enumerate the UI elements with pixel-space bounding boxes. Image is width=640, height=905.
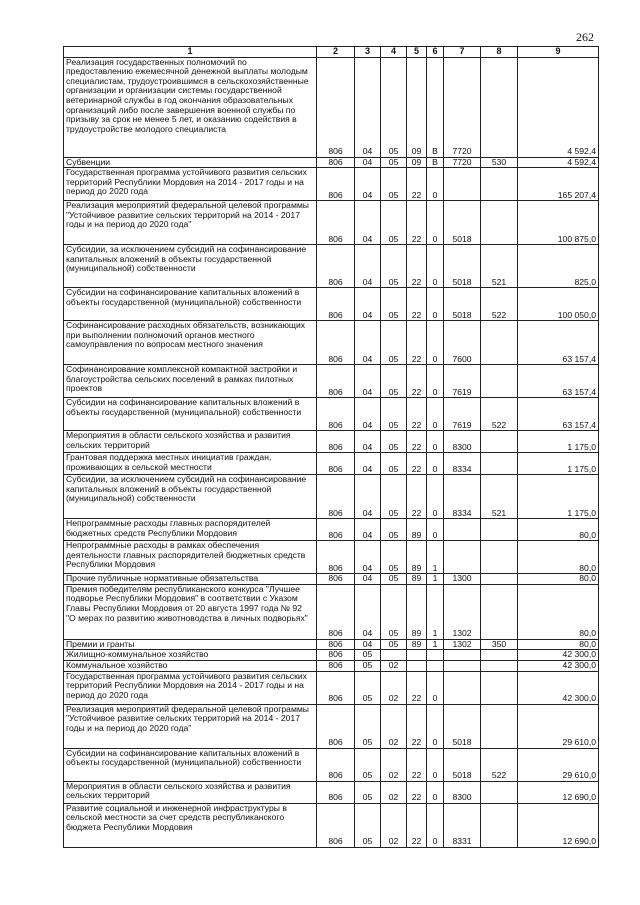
col-6-cell — [427, 650, 444, 661]
col-5-cell: 22 — [407, 365, 427, 398]
col-2-cell: 806 — [317, 541, 355, 574]
col-6-cell: 1 — [427, 541, 444, 574]
amount-cell: 80,0 — [518, 584, 599, 639]
col-4-cell: 05 — [381, 574, 407, 585]
table-row — [64, 584, 599, 639]
col-3-cell: 05 — [355, 650, 381, 661]
col-3-cell: 04 — [355, 584, 381, 639]
table-row — [64, 157, 599, 168]
table-row — [64, 288, 599, 321]
row-name-cell: Коммунальное хозяйство — [64, 660, 317, 671]
budget-table — [63, 46, 599, 848]
col-7-cell: 8334 — [444, 475, 481, 519]
col-3-cell: 04 — [355, 431, 381, 453]
col-5-cell: 22 — [407, 398, 427, 431]
row-name-cell: Субсидии, за исключением субсидий на софинансирование капитальных вложений в объекты государственной (муниципальной) собственности — [64, 475, 317, 519]
row-name-cell: Мероприятия в области сельского хозяйства и развития сельских территорий — [64, 431, 317, 453]
col-2-cell: 806 — [317, 453, 355, 475]
col-5-cell: 22 — [407, 781, 427, 803]
col-2-cell: 806 — [317, 475, 355, 519]
col-4-cell: 05 — [381, 541, 407, 574]
col-2-cell: 806 — [317, 245, 355, 288]
row-name-cell: Реализация мероприятий федеральной целевой программы "Устойчивое развитие сельских территорий на 2014 - 2017 годы и на период до 2020 года" — [64, 704, 317, 748]
col-7-cell: 8300 — [444, 781, 481, 803]
table-row — [64, 168, 599, 201]
col-4-cell: 05 — [381, 639, 407, 650]
col-5-cell: 22 — [407, 803, 427, 847]
col-4-cell: 05 — [381, 365, 407, 398]
row-name-cell: Субсидии на софинансирование капитальных вложений в объекты государственной (муниципальной) собственности — [64, 748, 317, 781]
col-8-cell — [481, 519, 518, 541]
col-8-cell: 530 — [481, 157, 518, 168]
row-name-cell: Субсидии, за исключением субсидий на софинансирование капитальных вложений в объекты государственной (муниципальной) собственности — [64, 245, 317, 288]
table-row — [64, 245, 599, 288]
col-6-cell: В — [427, 157, 444, 168]
col-3-cell: 04 — [355, 519, 381, 541]
col-2-cell: 806 — [317, 321, 355, 365]
col-7-cell: 5018 — [444, 704, 481, 748]
row-name-cell: Премия победителям республиканского конкурса "Лучшее подворье Республики Мордовия" в соответствии с Указом Главы Республики Мордовия от 20 августа 1997 года № 92 "О мерах по развитию животноводства в личных подворьях" — [64, 584, 317, 639]
col-6-cell: 1 — [427, 574, 444, 585]
col-3-cell: 04 — [355, 288, 381, 321]
col-6-cell: 0 — [427, 321, 444, 365]
col-6-cell: 0 — [427, 781, 444, 803]
col-7-cell — [444, 650, 481, 661]
col-8-cell — [481, 431, 518, 453]
amount-cell: 12 690,0 — [518, 803, 599, 847]
col-8-cell — [481, 168, 518, 201]
col-3-cell: 04 — [355, 398, 381, 431]
col-3-cell: 04 — [355, 157, 381, 168]
col-4-cell: 05 — [381, 288, 407, 321]
col-3-cell: 04 — [355, 321, 381, 365]
col-6-cell: 0 — [427, 201, 444, 245]
col-7-cell: 1300 — [444, 574, 481, 585]
col-6-cell: 0 — [427, 453, 444, 475]
amount-cell: 80,0 — [518, 541, 599, 574]
amount-cell: 80,0 — [518, 574, 599, 585]
table-row — [64, 57, 599, 157]
col-6-cell: 0 — [427, 398, 444, 431]
amount-cell: 42 300,0 — [518, 650, 599, 661]
col-5-cell: 22 — [407, 168, 427, 201]
col-6-cell: 0 — [427, 704, 444, 748]
col-6-cell — [427, 660, 444, 671]
col-4-cell: 05 — [381, 453, 407, 475]
col-7-cell — [444, 541, 481, 574]
table-row — [64, 365, 599, 398]
col-4-cell: 02 — [381, 671, 407, 704]
col-7-cell — [444, 168, 481, 201]
amount-cell: 42 300,0 — [518, 671, 599, 704]
amount-cell: 100 875,0 — [518, 201, 599, 245]
col-5-cell: 09 — [407, 57, 427, 157]
col-8-cell: 521 — [481, 475, 518, 519]
col-3-cell: 04 — [355, 475, 381, 519]
col-3-cell: 04 — [355, 57, 381, 157]
row-name-cell: Реализация государственных полномочий по предоставлению ежемесячной денежной выплаты молодым специалистам, трудоустроившимся в сельскохозяйственные организации и организации системы государственной ветеринарной службы в год окончания образовательных организаций либо после завершения военной службы по призыву за срок не менее 5 лет, и оказанию содействия в трудоустройстве молодого специалиста — [64, 57, 317, 157]
table-row — [64, 201, 599, 245]
col-4-cell: 05 — [381, 201, 407, 245]
col-4-cell: 02 — [381, 781, 407, 803]
table-row — [64, 650, 599, 661]
table-row — [64, 671, 599, 704]
col-6-cell: 0 — [427, 803, 444, 847]
page-number: 262 — [576, 30, 594, 44]
col-7-cell: 1302 — [444, 639, 481, 650]
col-6-cell: 0 — [427, 168, 444, 201]
amount-cell: 165 207,4 — [518, 168, 599, 201]
amount-cell: 1 175,0 — [518, 431, 599, 453]
col-8-cell: 350 — [481, 639, 518, 650]
row-name-cell: Софинансирование комплексной компактной застройки и благоустройства сельских поселений в рамках пилотных проектов — [64, 365, 317, 398]
col-8-cell — [481, 57, 518, 157]
col-8-cell: 522 — [481, 748, 518, 781]
amount-cell: 63 157,4 — [518, 365, 599, 398]
col-2-cell: 806 — [317, 168, 355, 201]
col-8-cell — [481, 574, 518, 585]
col-3-cell: 05 — [355, 748, 381, 781]
col-4-cell: 05 — [381, 584, 407, 639]
col-5-cell: 89 — [407, 519, 427, 541]
header-cell: 2 — [317, 47, 355, 58]
col-5-cell: 22 — [407, 453, 427, 475]
col-5-cell: 22 — [407, 704, 427, 748]
col-8-cell — [481, 660, 518, 671]
col-8-cell: 522 — [481, 288, 518, 321]
row-name-cell: Субвенции — [64, 157, 317, 168]
col-4-cell: 02 — [381, 660, 407, 671]
col-6-cell: 0 — [427, 519, 444, 541]
amount-cell: 29 610,0 — [518, 748, 599, 781]
header-cell: 4 — [381, 47, 407, 58]
col-5-cell: 89 — [407, 584, 427, 639]
col-4-cell: 02 — [381, 704, 407, 748]
col-6-cell: 0 — [427, 671, 444, 704]
col-3-cell: 05 — [355, 671, 381, 704]
col-6-cell: В — [427, 57, 444, 157]
col-8-cell — [481, 704, 518, 748]
col-8-cell — [481, 584, 518, 639]
table-row — [64, 748, 599, 781]
col-3-cell: 04 — [355, 245, 381, 288]
table-row — [64, 660, 599, 671]
col-8-cell — [481, 541, 518, 574]
col-8-cell — [481, 671, 518, 704]
col-7-cell — [444, 519, 481, 541]
col-8-cell — [481, 365, 518, 398]
col-6-cell: 0 — [427, 748, 444, 781]
col-2-cell: 806 — [317, 157, 355, 168]
col-5-cell: 22 — [407, 245, 427, 288]
col-6-cell: 1 — [427, 584, 444, 639]
table-row — [64, 541, 599, 574]
col-8-cell — [481, 781, 518, 803]
col-8-cell: 522 — [481, 398, 518, 431]
col-7-cell: 7720 — [444, 157, 481, 168]
table-row — [64, 475, 599, 519]
col-8-cell — [481, 321, 518, 365]
table-row — [64, 781, 599, 803]
col-2-cell: 806 — [317, 650, 355, 661]
header-cell: 8 — [481, 47, 518, 58]
col-7-cell — [444, 671, 481, 704]
header-cell: 9 — [518, 47, 599, 58]
col-2-cell: 806 — [317, 431, 355, 453]
col-6-cell: 1 — [427, 639, 444, 650]
col-7-cell: 8300 — [444, 431, 481, 453]
table-row — [64, 398, 599, 431]
col-5-cell: 22 — [407, 288, 427, 321]
col-2-cell: 806 — [317, 288, 355, 321]
col-8-cell — [481, 650, 518, 661]
col-4-cell: 05 — [381, 519, 407, 541]
col-4-cell: 05 — [381, 245, 407, 288]
col-7-cell: 7600 — [444, 321, 481, 365]
col-7-cell: 8334 — [444, 453, 481, 475]
col-8-cell — [481, 453, 518, 475]
col-3-cell: 04 — [355, 453, 381, 475]
header-cell: 1 — [64, 47, 317, 58]
col-4-cell: 05 — [381, 398, 407, 431]
col-4-cell: 02 — [381, 748, 407, 781]
header-cell: 7 — [444, 47, 481, 58]
table-row — [64, 574, 599, 585]
col-2-cell: 806 — [317, 660, 355, 671]
col-8-cell: 521 — [481, 245, 518, 288]
col-3-cell: 04 — [355, 201, 381, 245]
col-5-cell: 22 — [407, 201, 427, 245]
row-name-cell: Премии и гранты — [64, 639, 317, 650]
col-5-cell: 89 — [407, 541, 427, 574]
row-name-cell: Государственная программа устойчивого развития сельских территорий Республики Мордовия на 2014 - 2017 годы и на период до 2020 года — [64, 168, 317, 201]
amount-cell: 80,0 — [518, 519, 599, 541]
col-5-cell: 22 — [407, 748, 427, 781]
col-5-cell: 09 — [407, 157, 427, 168]
col-7-cell: 5018 — [444, 245, 481, 288]
table-row — [64, 519, 599, 541]
col-3-cell: 05 — [355, 781, 381, 803]
col-4-cell: 05 — [381, 168, 407, 201]
col-4-cell: 05 — [381, 157, 407, 168]
col-4-cell: 05 — [381, 475, 407, 519]
col-5-cell: 22 — [407, 671, 427, 704]
row-name-cell: Жилищно-коммунальное хозяйство — [64, 650, 317, 661]
col-3-cell: 05 — [355, 660, 381, 671]
row-name-cell: Реализация мероприятий федеральной целевой программы "Устойчивое развитие сельских территорий на 2014 - 2017 годы и на период до 2020 года" — [64, 201, 317, 245]
row-name-cell: Мероприятия в области сельского хозяйства и развития сельских территорий — [64, 781, 317, 803]
col-2-cell: 806 — [317, 704, 355, 748]
col-6-cell: 0 — [427, 288, 444, 321]
header-cell: 3 — [355, 47, 381, 58]
col-4-cell: 02 — [381, 803, 407, 847]
col-2-cell: 806 — [317, 803, 355, 847]
col-2-cell: 806 — [317, 398, 355, 431]
row-name-cell: Софинансирование расходных обязательств, возникающих при выполнении полномочий органов местного самоуправления по вопросам местного значения — [64, 321, 317, 365]
col-5-cell: 22 — [407, 431, 427, 453]
col-7-cell: 5018 — [444, 748, 481, 781]
col-7-cell — [444, 660, 481, 671]
amount-cell: 100 050,0 — [518, 288, 599, 321]
col-8-cell — [481, 803, 518, 847]
row-name-cell: Грантовая поддержка местных инициатив граждан, проживающих в сельской местности — [64, 453, 317, 475]
table-row — [64, 639, 599, 650]
table-header-row — [64, 47, 599, 58]
col-7-cell: 7619 — [444, 398, 481, 431]
amount-cell: 12 690,0 — [518, 781, 599, 803]
row-name-cell: Государственная программа устойчивого развития сельских территорий Республики Мордовия на 2014 - 2017 годы и на период до 2020 года — [64, 671, 317, 704]
col-5-cell: 22 — [407, 321, 427, 365]
amount-cell: 1 175,0 — [518, 453, 599, 475]
table-row — [64, 803, 599, 847]
col-7-cell: 5018 — [444, 201, 481, 245]
col-4-cell: 05 — [381, 57, 407, 157]
row-name-cell: Прочие публичные нормативные обязательства — [64, 574, 317, 585]
amount-cell: 63 157,4 — [518, 398, 599, 431]
row-name-cell: Развитие социальной и инженерной инфраструктуры в сельской местности за счет средств республиканского бюджета Республики Мордовия — [64, 803, 317, 847]
col-3-cell: 04 — [355, 168, 381, 201]
col-4-cell: 05 — [381, 321, 407, 365]
amount-cell: 4 592,4 — [518, 157, 599, 168]
col-2-cell: 806 — [317, 639, 355, 650]
col-2-cell: 806 — [317, 574, 355, 585]
col-7-cell: 8331 — [444, 803, 481, 847]
col-3-cell: 05 — [355, 704, 381, 748]
col-2-cell: 806 — [317, 584, 355, 639]
col-3-cell: 05 — [355, 803, 381, 847]
amount-cell: 4 592,4 — [518, 57, 599, 157]
table-row — [64, 321, 599, 365]
col-4-cell — [381, 650, 407, 661]
col-2-cell: 806 — [317, 57, 355, 157]
col-2-cell: 806 — [317, 671, 355, 704]
row-name-cell: Субсидии на софинансирование капитальных вложений в объекты государственной (муниципальной) собственности — [64, 398, 317, 431]
col-7-cell: 7619 — [444, 365, 481, 398]
table-row — [64, 431, 599, 453]
row-name-cell: Субсидии на софинансирование капитальных вложений в объекты государственной (муниципальной) собственности — [64, 288, 317, 321]
amount-cell: 825,0 — [518, 245, 599, 288]
col-6-cell: 0 — [427, 475, 444, 519]
col-3-cell: 04 — [355, 541, 381, 574]
col-5-cell: 89 — [407, 639, 427, 650]
col-5-cell: 22 — [407, 475, 427, 519]
amount-cell: 29 610,0 — [518, 704, 599, 748]
col-6-cell: 0 — [427, 245, 444, 288]
amount-cell: 80,0 — [518, 639, 599, 650]
col-3-cell: 04 — [355, 639, 381, 650]
col-2-cell: 806 — [317, 781, 355, 803]
col-7-cell: 7720 — [444, 57, 481, 157]
col-3-cell: 04 — [355, 574, 381, 585]
col-6-cell: 0 — [427, 365, 444, 398]
header-cell: 5 — [407, 47, 427, 58]
col-8-cell — [481, 201, 518, 245]
col-7-cell: 1302 — [444, 584, 481, 639]
amount-cell: 42 300,0 — [518, 660, 599, 671]
row-name-cell: Непрограммные расходы главных распорядителей бюджетных средств Республики Мордовия — [64, 519, 317, 541]
table-row — [64, 704, 599, 748]
col-5-cell — [407, 650, 427, 661]
table-row — [64, 453, 599, 475]
col-3-cell: 04 — [355, 365, 381, 398]
row-name-cell: Непрограммные расходы в рамках обеспечения деятельности главных распорядителей бюджетных средств Республики Мордовия — [64, 541, 317, 574]
col-2-cell: 806 — [317, 748, 355, 781]
col-5-cell — [407, 660, 427, 671]
col-5-cell: 89 — [407, 574, 427, 585]
col-4-cell: 05 — [381, 431, 407, 453]
col-6-cell: 0 — [427, 431, 444, 453]
col-2-cell: 806 — [317, 201, 355, 245]
col-2-cell: 806 — [317, 365, 355, 398]
amount-cell: 1 175,0 — [518, 475, 599, 519]
amount-cell: 63 157,4 — [518, 321, 599, 365]
col-7-cell: 5018 — [444, 288, 481, 321]
header-cell: 6 — [427, 47, 444, 58]
col-2-cell: 806 — [317, 519, 355, 541]
